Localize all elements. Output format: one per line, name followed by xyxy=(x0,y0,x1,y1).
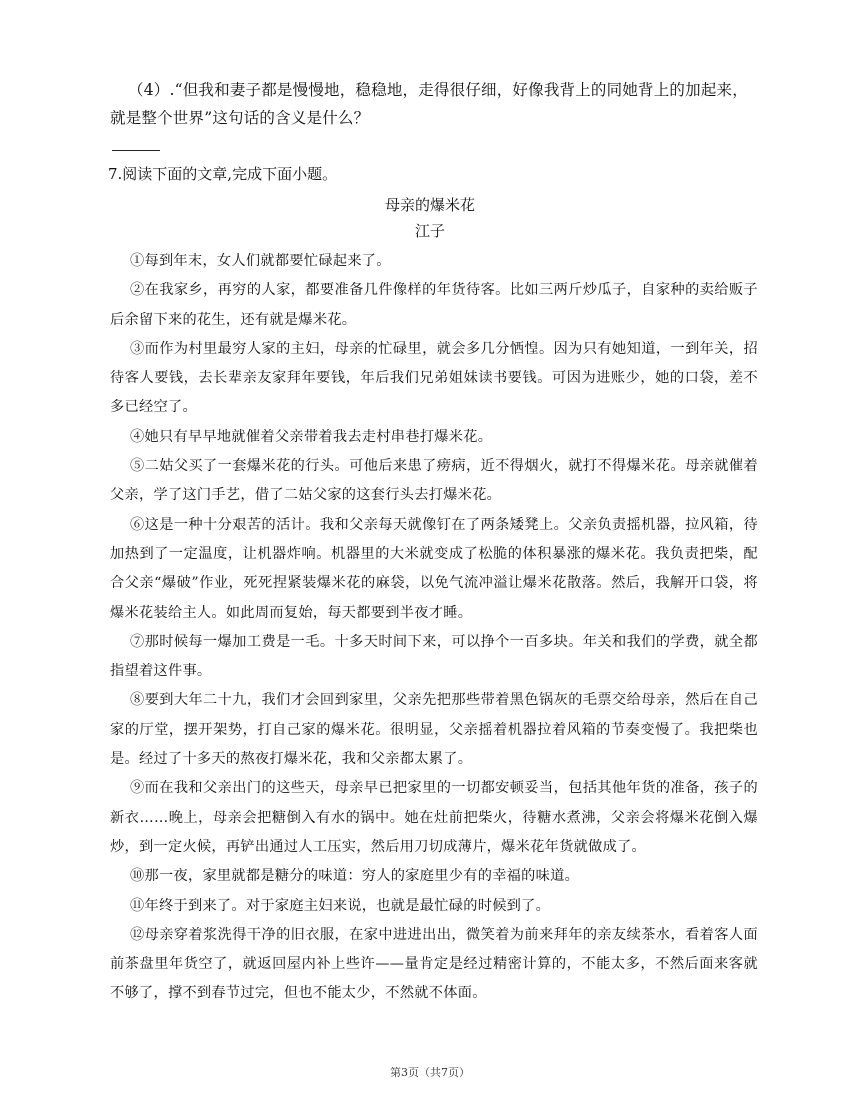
page-footer: 第3页（共7页） xyxy=(390,1066,470,1079)
question-7-instruction: 7.阅读下面的文章,完成下面小题。 xyxy=(108,165,338,183)
article-paragraph: ③而作为村里最穷人家的主妇，母亲的忙碌里，就会多几分恓惶。因为只有她知道，一到年关，招待客人要钱，去长辈亲友家拜年要钱，年后我们兄弟姐妹读书要钱。可因为进账少，她的口袋，差不多已经空了。 xyxy=(110,340,758,416)
article-paragraph: ⑧要到大年二十九，我们才会回到家里，父亲先把那些带着黑色锅灰的毛票交给母亲，然后在自己家的厅堂，摆开架势，打自己家的爆米花。很明显，父亲摇着机器拉着风箱的节奏变慢了。我把柴也是。经过了十多天的熬夜打爆米花，我和父亲都太累了。 xyxy=(110,692,758,768)
article-paragraph: ②在我家乡，再穷的人家，都要准备几件像样的年货待客。比如三两斤炒瓜子，自家种的卖给贩子后余留下来的花生，还有就是爆米花。 xyxy=(110,282,758,328)
answer-blank-line xyxy=(112,150,160,151)
question-4-text: （4）.“但我和妻子都是慢慢地，稳稳地，走得很仔细，好像我背上的同她背上的加起来，就是整个世界”这句话的含义是什么？ xyxy=(110,81,748,127)
article-paragraph: ①每到年末，女人们就都要忙碌起来了。 xyxy=(130,253,391,269)
article-paragraph: ⑤二姑父买了一套爆米花的行头。可他后来患了痨病，近不得烟火，就打不得爆米花。母亲就催着父亲，学了这门手艺，借了二姑父家的这套行头去打爆米花。 xyxy=(110,458,758,504)
article-title: 母亲的爆米花 xyxy=(384,196,475,214)
article-paragraph: ⑩那一夜，家里就都是糖分的味道：穷人的家庭里少有的幸福的味道。 xyxy=(130,868,580,885)
article-paragraph: ⑦那时候每一爆加工费是一毛。十多天时间下来，可以挣个一百多块。年关和我们的学费，就全都指望着这件事。 xyxy=(110,633,758,680)
article-paragraph: ⑨而在我和父亲出门的这些天，母亲早已把家里的一切都安顿妥当，包括其他年货的准备，孩子的新衣……晚上，母亲会把糖倒入有水的锅中。她在灶前把柴火，待糖水煮沸，父亲会将爆米花倒入爆炒，到一定火候，再铲出通过人工压实，然后用刀切成薄片，爆米花年货就做成了。 xyxy=(110,780,758,855)
article-paragraph: ⑫母亲穿着浆洗得干净的旧衣服，在家中进进出出，微笑着为前来拜年的亲友续茶水，看着客人面前茶盘里年货空了，就返回屋内补上些许——量肯定是经过精密计算的，不能太多，不然后面来客就不够了，撑不到春节过完，但也不能太少，不然就不体面。 xyxy=(110,926,758,1002)
article-paragraph: ⑥这是一种十分艰苦的活计。我和父亲每天就像钉在了两条矮凳上。父亲负责摇机器，拉风箱，待加热到了一定温度，让机器炸响。机器里的大米就变成了松脆的体积暴涨的爆米花。我负责把柴，配合父亲“爆破”作业，死死捏紧装爆米花的麻袋，以免气流冲溢让爆米花散落。然后，我解开口袋，将爆米花装给主人。如此周而复始，每天都要到半夜才睡。 xyxy=(110,516,758,621)
article-body xyxy=(110,247,758,1009)
article-paragraph: ⑪年终于到来了。对于家庭主妇来说，也就是最忙碌的时候到了。 xyxy=(130,897,551,914)
question-4 xyxy=(110,76,760,132)
article-paragraph: ④她只有早早地就催着父亲带着我去走村串巷打爆米花。 xyxy=(130,428,493,445)
article-author: 江子 xyxy=(414,222,445,240)
